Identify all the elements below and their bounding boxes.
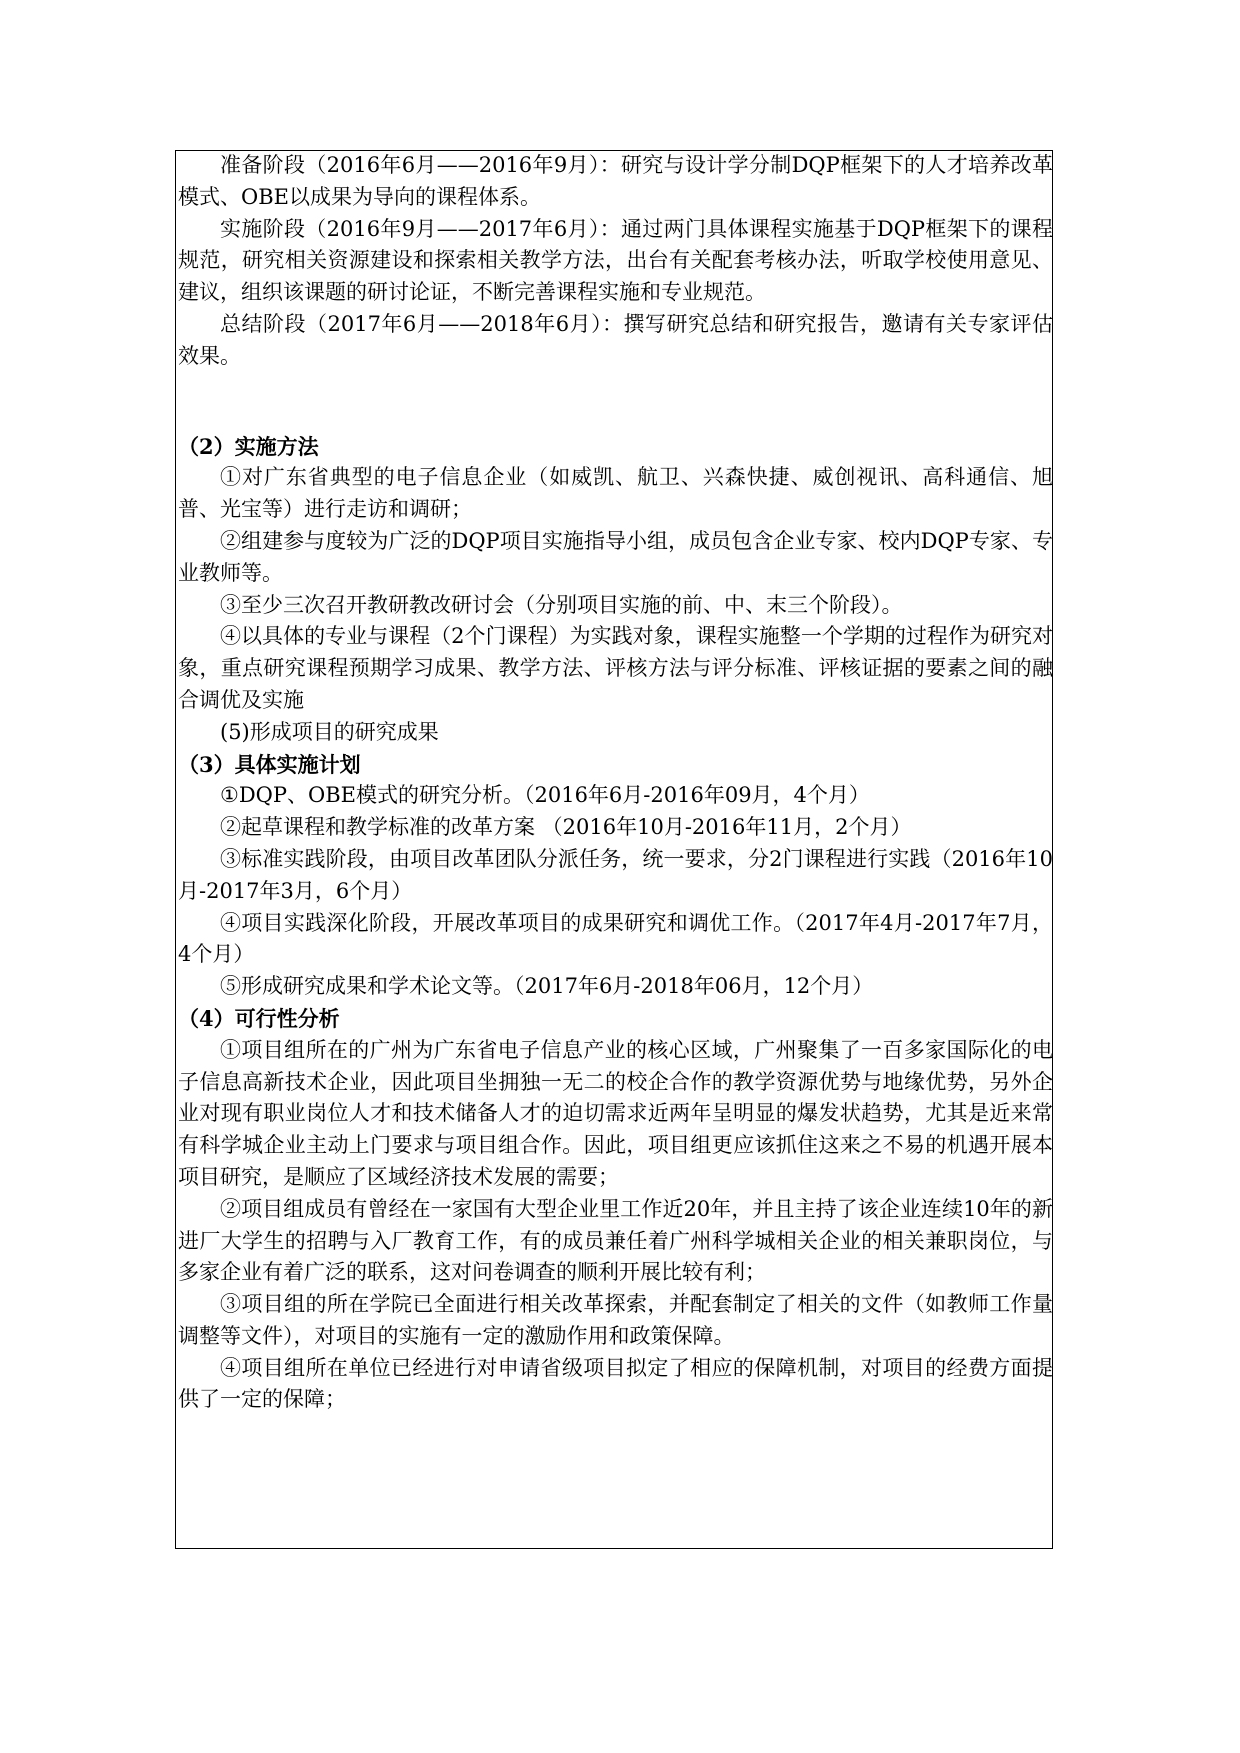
plan-heading: （3）具体实施计划 xyxy=(178,751,361,777)
plan-item: ③标准实践阶段，由项目改革团队分派任务，统一要求，分2门课程进行实践（2016年10月-2017年3月，6个月） xyxy=(178,846,1053,903)
plan-item: ⑤形成研究成果和学术论文等。（2017年6月-2018年06月，12个月） xyxy=(220,974,874,999)
methods-item: ④以具体的专业与课程（2个门课程）为实践对象，课程实施整一个学期的过程作为研究对象，重点研究课程预期学习成果、教学方法、评核方法与评分标准、评核证据的要素之间的融合调优及实施 xyxy=(178,624,1053,712)
methods-item: ③至少三次召开教研教改研讨会（分别项目实施的前、中、末三个阶段）。 xyxy=(220,592,903,617)
feasibility-item: ④项目组所在单位已经进行对申请省级项目拟定了相应的保障机制，对项目的经费方面提供了一定的保障； xyxy=(178,1355,1053,1412)
plan-item: ④项目实践深化阶段，开展改革项目的成果研究和调优工作。（2017年4月-2017年7月，4个月） xyxy=(178,910,1053,967)
methods-item: ①对广东省典型的电子信息企业（如威凯、航卫、兴森快捷、威创视讯、高科通信、旭普、光宝等）进行走访和调研； xyxy=(178,465,1053,522)
methods-item: (5)形成项目的研究成果 xyxy=(220,719,439,744)
feasibility-item: ②项目组成员有曾经在一家国有大型企业里工作近20年，并且主持了该企业连续10年的新进厂大学生的招聘与入厂教育工作，有的成员兼任着广州科学城相关企业的相关兼职岗位，与多家企业有着广泛的联系，这对问卷调查的顺利开展比较有利； xyxy=(178,1196,1053,1285)
feasibility-item: ①项目组所在的广州为广东省电子信息产业的核心区域，广州聚集了一百多家国际化的电子信息高新技术企业，因此项目坐拥独一无二的校企合作的教学资源优势与地缘优势，另外企业对现有职业岗位人才和技术储备人才的迫切需求近两年呈明显的爆发状趋势，尤其是近来常有科学城企业主动上门要求与项目组合作。因此，项目组更应该抓住这来之不易的机遇开展本项目研究，是顺应了区域经济技术发展的需要； xyxy=(178,1037,1053,1189)
plan-item: ②起草课程和教学标准的改革方案 （2016年10月-2016年11月，2个月） xyxy=(220,815,912,840)
feasibility-heading: （4）可行性分析 xyxy=(178,1005,340,1031)
methods-heading: （2）实施方法 xyxy=(178,433,319,459)
spacer xyxy=(178,373,1053,431)
methods-item: ②组建参与度较为广泛的DQP项目实施指导小组，成员包含企业专家、校内DQP专家、专业教师等。 xyxy=(178,528,1053,585)
document-body xyxy=(178,150,1053,1416)
feasibility-item: ③项目组的所在学院已全面进行相关改革探索，并配套制定了相关的文件（如教师工作量调整等文件），对项目的实施有一定的激励作用和政策保障。 xyxy=(178,1292,1053,1348)
plan-item: ①DQP、OBE模式的研究分析。（2016年6月-2016年09月，4个月） xyxy=(220,783,870,808)
stage-impl: 实施阶段（2016年9月——2017年6月）：通过两门具体课程实施基于DQP框架下的课程规范，研究相关资源建设和探索相关教学方法，出台有关配套考核办法，听取学校使用意见、建议，组织该课题的研讨论证，不断完善课程实施和专业规范。 xyxy=(178,216,1053,305)
stage-summary: 总结阶段（2017年6月——2018年6月）：撰写研究总结和研究报告，邀请有关专家评估效果。 xyxy=(178,311,1053,368)
stage-prep: 准备阶段（2016年6月——2016年9月）：研究与设计学分制DQP框架下的人才培养改革模式、OBE以成果为导向的课程体系。 xyxy=(178,153,1053,209)
